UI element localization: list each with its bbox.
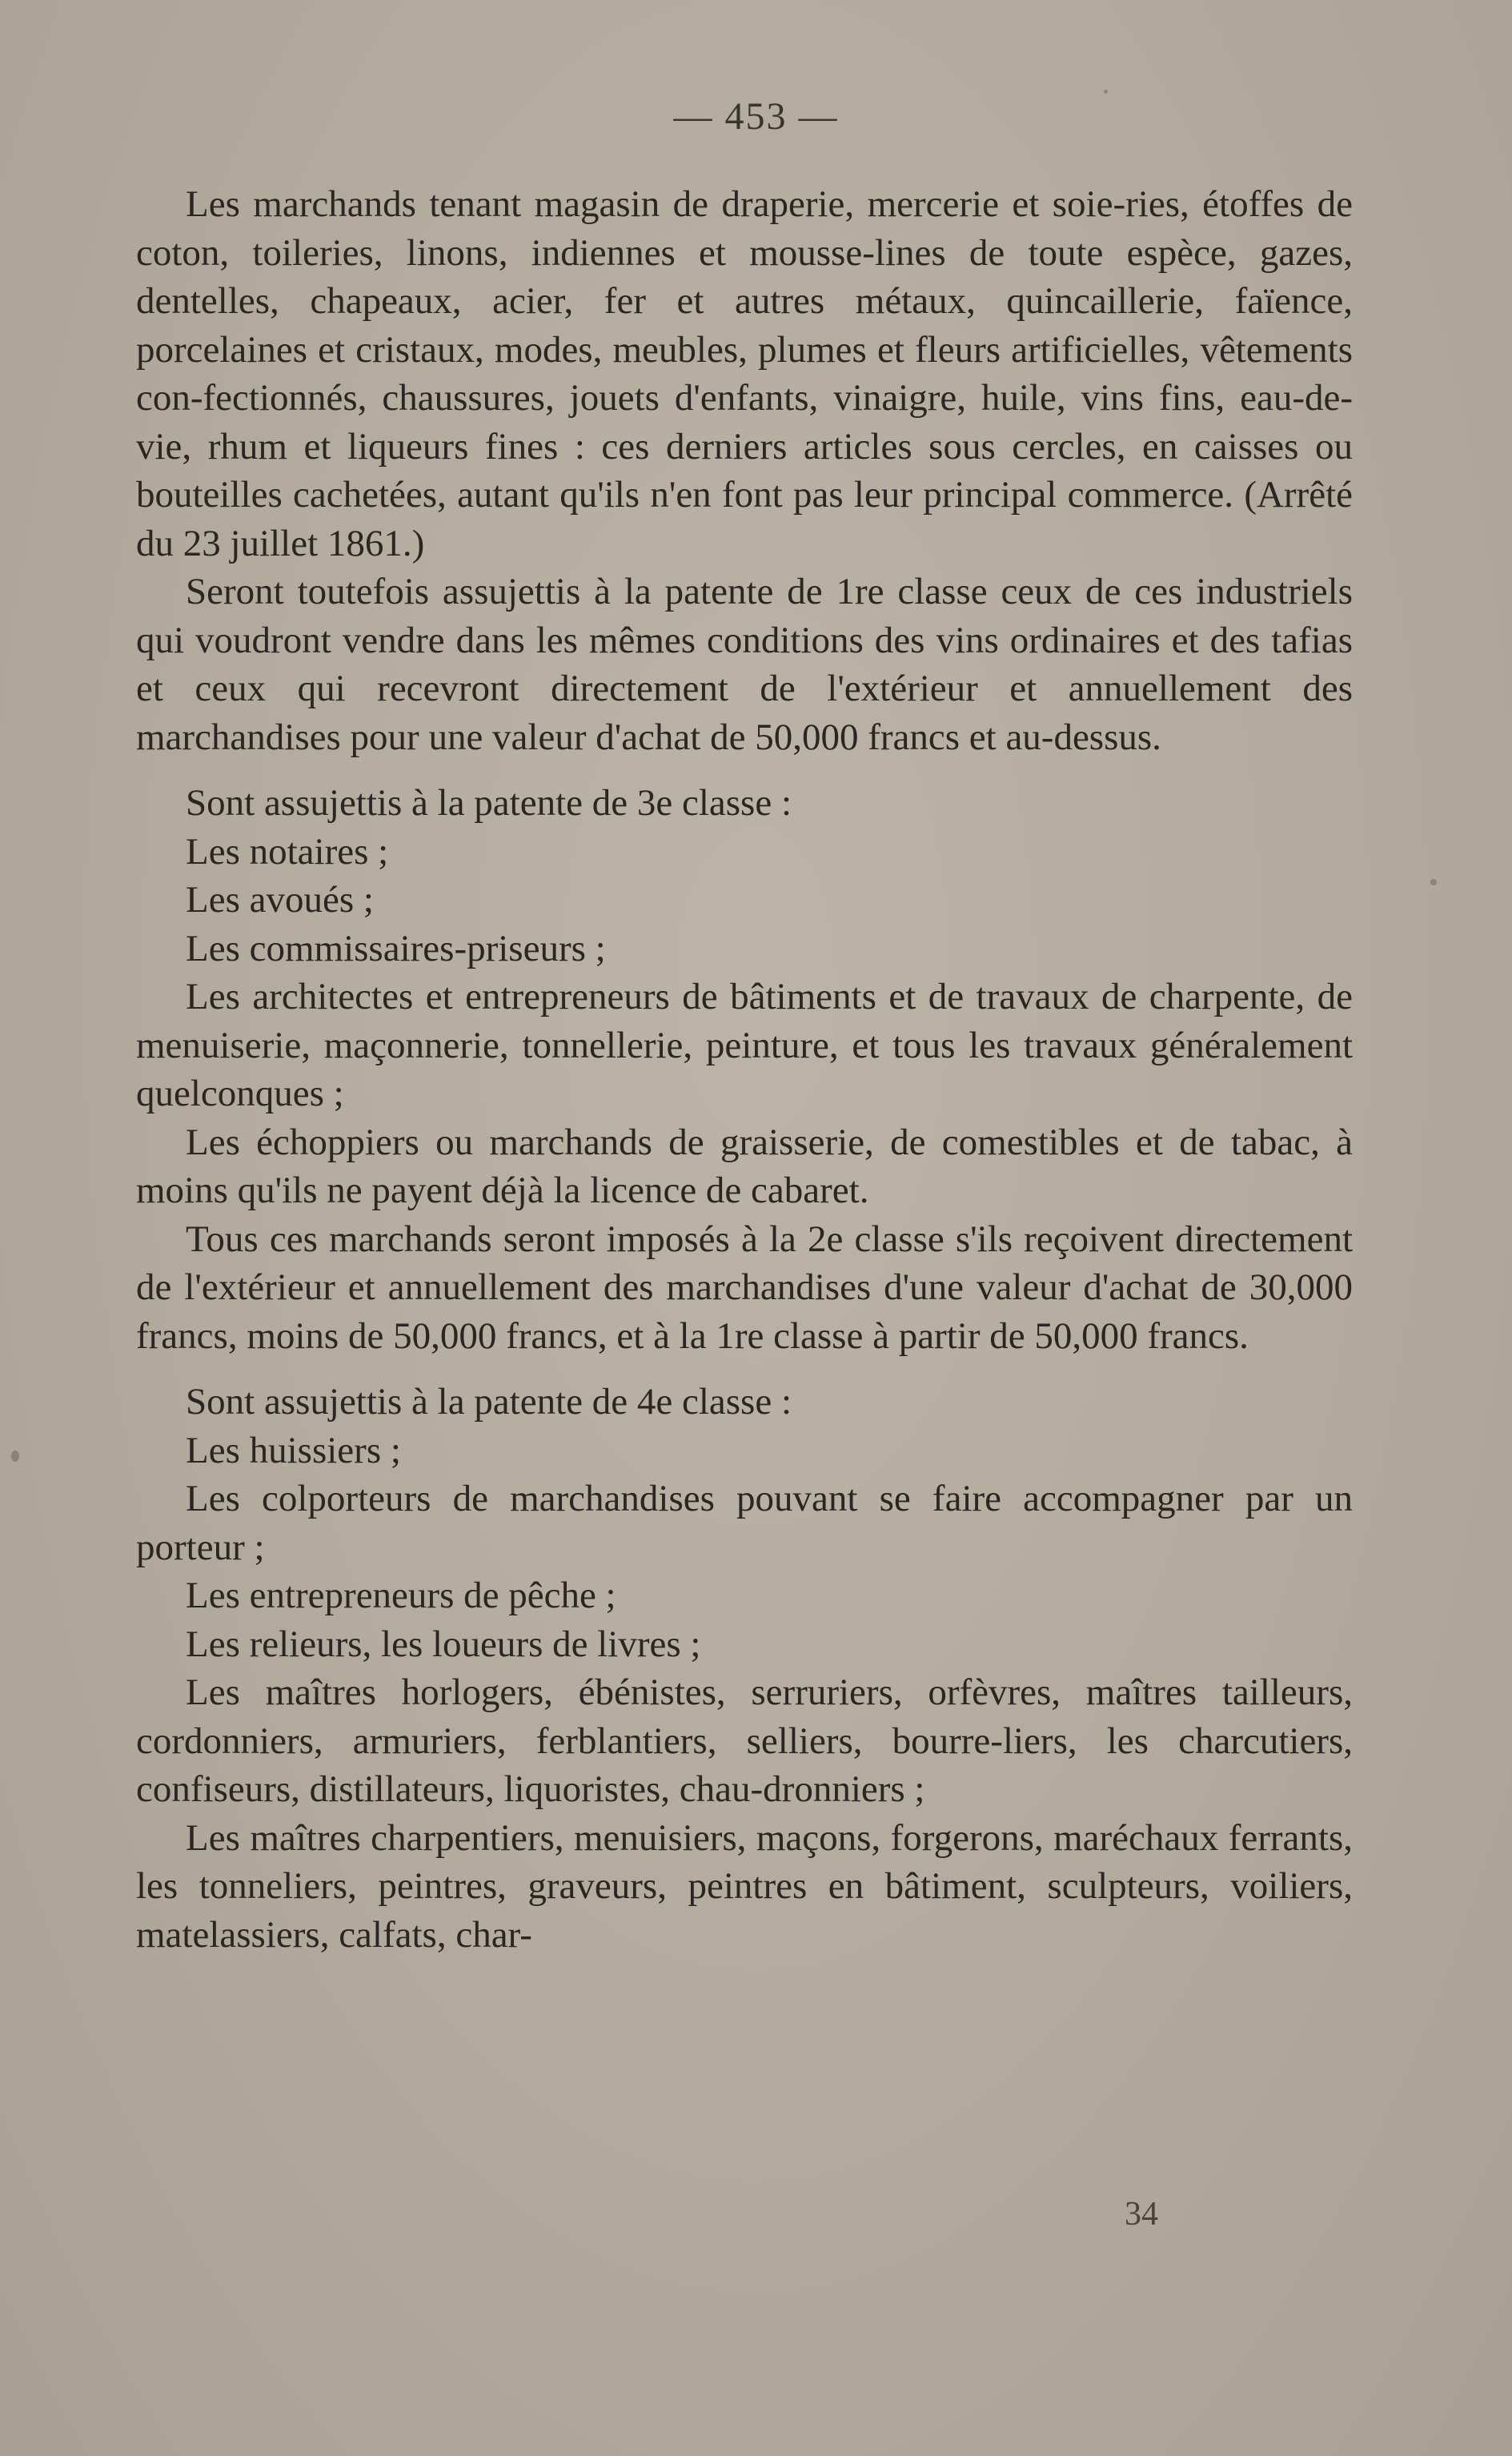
list-item-relieurs: Les relieurs, les loueurs de livres ; — [186, 1623, 701, 1665]
body-text — [136, 180, 1353, 1959]
list-item-notaires: Les notaires ; — [186, 830, 389, 873]
list-item-huissiers: Les huissiers ; — [186, 1429, 401, 1471]
list-item-architectes: Les architectes et entrepreneurs de bâtiments et de travaux de charpente, de menuiserie, maçonnerie, tonnellerie, peinture, et tous les travaux généralement quelconques ; — [136, 976, 1353, 1114]
list-item-avoues: Les avoués ; — [186, 879, 374, 921]
paragraph-2e-classe: Tous ces marchands seront imposés à la 2e classe s'ils reçoivent directement de l'extérieur et annuellement des marchandises d'une valeur d'achat de 30,000 francs, moins de 50,000 francs, et à la 1re classe à partir de 50,000 francs. — [136, 1218, 1353, 1357]
list-item-peche: Les entrepreneurs de pêche ; — [186, 1575, 616, 1616]
paragraph-4e-classe-heading: Sont assujettis à la patente de 4e classe : — [186, 1381, 792, 1423]
signature-mark: 34 — [1125, 2196, 1158, 2233]
list-item-colporteurs: Les colporteurs de marchandises pouvant se faire accompagner par un porteur ; — [136, 1478, 1353, 1568]
list-item-maitres-horlogers: Les maîtres horlogers, ébénistes, serruriers, orfèvres, maîtres tailleurs, cordonniers, armuriers, ferblantiers, selliers, bourre-liers, les charcutiers, confiseurs, distillateurs, liquoristes, chau-dronniers ; — [136, 1671, 1353, 1810]
paper-speck — [1430, 879, 1437, 885]
paragraph-3e-classe-heading: Sont assujettis à la patente de 3e classe : — [186, 782, 792, 824]
list-item-maitres-charpentiers: Les maîtres charpentiers, menuisiers, maçons, forgerons, maréchaux ferrants, les tonneliers, peintres, graveurs, peintres en bâtiment, sculpteurs, voiliers, matelassiers, calfats, char- — [136, 1816, 1353, 1956]
list-item-commissaires: Les commissaires-priseurs ; — [186, 927, 606, 969]
paragraph-marchands: Les marchands tenant magasin de draperie, mercerie et soie-ries, étoffes de coton, toileries, linons, indiennes et mousse-lines de toute espèce, gazes, dentelles, chapeaux, acier, fer et autres métaux, quincaillerie, faïence, porcelaines et cristaux, modes, meubles, plumes et fleurs artificielles, vêtements con-fectionnés, chaussures, jouets d'enfants, vinaigre, huile, vins fins, eau-de-vie, rhum et liqueurs fines : ces derniers articles sous cercles, en caisses ou bouteilles cachetées, autant qu'ils n'en font pas leur principal commerce. (Arrêté du 23 juillet 1861.) — [136, 183, 1353, 564]
list-item-echoppiers: Les échoppiers ou marchands de graisserie, de comestibles et de tabac, à moins qu'ils ne payent déjà la licence de cabaret. — [136, 1121, 1353, 1211]
paragraph-seront-toutefois: Seront toutefois assujettis à la patente de 1re classe ceux de ces industriels qui voudront vendre dans les mêmes conditions des vins ordinaires et des tafias et ceux qui recevront directement de l'extérieur et annuellement des marchandises pour une valeur d'achat de 50,000 francs et au-dessus. — [136, 571, 1353, 758]
page-number: — 453 — — [673, 95, 839, 138]
paper-speck — [11, 1451, 19, 1462]
paper-speck — [1104, 90, 1108, 94]
